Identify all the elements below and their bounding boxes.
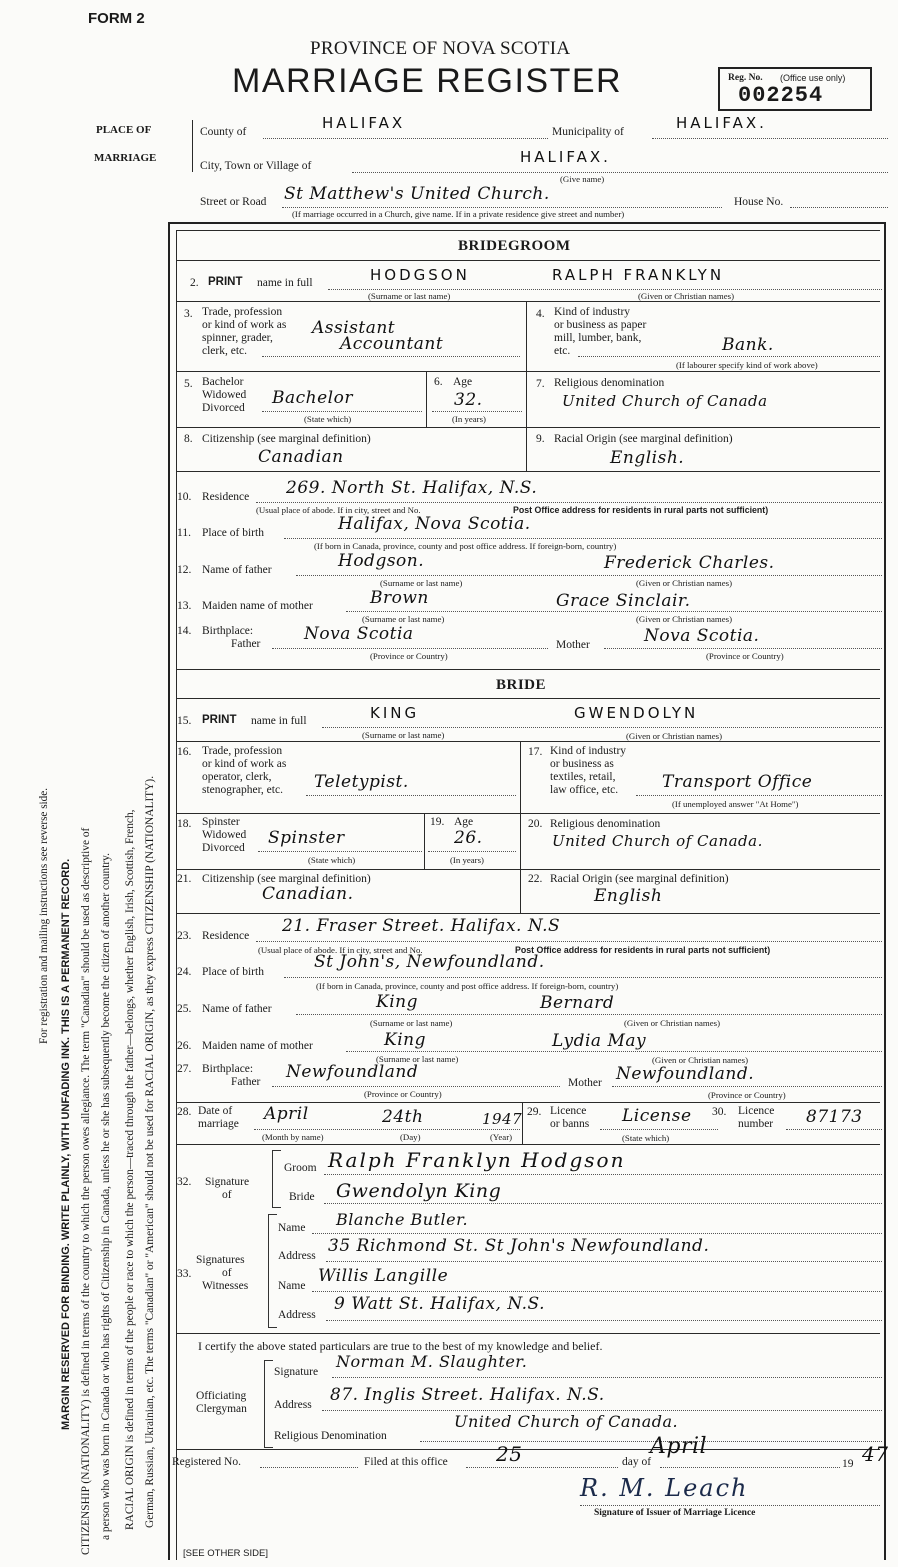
province-title: PROVINCE OF NOVA SCOTIA bbox=[310, 38, 571, 59]
officiating-l2: Clergyman bbox=[196, 1403, 247, 1415]
reg-no-label: Reg. No. bbox=[728, 73, 763, 83]
field-27-num: 27. bbox=[177, 1063, 192, 1075]
bride-mother-given: Lydia May bbox=[552, 1031, 647, 1051]
field-30-num: 30. bbox=[712, 1106, 727, 1118]
groom-age: 32. bbox=[454, 390, 483, 410]
office-use-label: (Office use only) bbox=[780, 73, 846, 83]
mother-prov-caption: (Province or Country) bbox=[706, 651, 784, 661]
margin-citizenship-2: a person who was born in Canada or who has rights of Citizenship in Canada, unless he or she has subsequently become the citizen of another country. bbox=[100, 853, 112, 1540]
field-17-caption: (If unemployed answer "At Home") bbox=[672, 799, 799, 809]
field-15-label: name in full bbox=[251, 715, 307, 727]
year-caption: (Year) bbox=[490, 1132, 513, 1142]
groom-surname: HODGSON bbox=[370, 266, 470, 284]
place-of-label: PLACE OF bbox=[96, 124, 152, 136]
marriage-year: 1947 bbox=[482, 1110, 523, 1128]
marriage-label: MARRIAGE bbox=[94, 152, 157, 164]
field-4-l3: mill, lumber, bank, bbox=[554, 332, 642, 344]
field-10-num: 10. bbox=[177, 491, 192, 503]
field-30-l1: Licence bbox=[738, 1105, 775, 1117]
bride-given-caption: (Given or Christian names) bbox=[626, 731, 723, 741]
field-28-l1: Date of bbox=[198, 1105, 233, 1117]
licence-state-which: (State which) bbox=[622, 1133, 670, 1143]
field-30-l2: number bbox=[738, 1118, 774, 1130]
city-label: City, Town or Village of bbox=[200, 160, 312, 172]
field-17-l2: or business as bbox=[550, 758, 614, 770]
field-32-l2: of bbox=[222, 1189, 232, 1201]
bride-father-birthplace: Newfoundland bbox=[286, 1062, 419, 1082]
field-9-num: 9. bbox=[536, 433, 545, 445]
bride-sig-label: Bride bbox=[289, 1191, 315, 1203]
bride-residence-caption-2: Post Office address for residents in rural parts not sufficient) bbox=[515, 945, 771, 955]
field-26-label: Maiden name of mother bbox=[202, 1040, 313, 1052]
bride-state-which: (State which) bbox=[308, 855, 356, 865]
field-29-l2: or banns bbox=[550, 1118, 590, 1130]
reg-no-value: 002254 bbox=[738, 83, 824, 108]
margin-citizenship-1: CITIZENSHIP (NATIONALITY) is defined in terms of the country to which the person owes allegiance. The term "Canadian" should be used as descriptive of bbox=[80, 827, 92, 1555]
bride-in-years: (In years) bbox=[450, 855, 484, 865]
field-4-caption: (If labourer specify kind of work above) bbox=[676, 360, 818, 370]
house-no-label: House No. bbox=[734, 196, 784, 208]
groom-mother-label: Mother bbox=[556, 639, 590, 651]
day-of-label: day of bbox=[622, 1456, 652, 1468]
groom-father-surname: Hodgson. bbox=[338, 551, 425, 571]
field-27-l2: Father bbox=[231, 1076, 261, 1088]
field-12-num: 12. bbox=[177, 564, 192, 576]
w1-address-label: Address bbox=[278, 1250, 316, 1262]
groom-residence: 269. North St. Halifax, N.S. bbox=[286, 478, 538, 498]
father-surname-caption: (Surname or last name) bbox=[380, 578, 463, 588]
field-16-l3: operator, clerk, bbox=[202, 771, 272, 783]
clergy-signature-label: Signature bbox=[274, 1366, 319, 1378]
bride-trade: Teletypist. bbox=[314, 772, 409, 792]
groom-status: Bachelor bbox=[272, 388, 353, 408]
see-other-side: [SEE OTHER SIDE] bbox=[183, 1548, 268, 1559]
field-18-num: 18. bbox=[177, 818, 192, 830]
field-2-print: PRINT bbox=[208, 276, 243, 288]
field-20-label: Religious denomination bbox=[550, 818, 661, 830]
clergy-address: 87. Inglis Street. Halifax. N.S. bbox=[330, 1385, 605, 1405]
officiating-l1: Officiating bbox=[196, 1390, 247, 1402]
field-23-num: 23. bbox=[177, 930, 192, 942]
father-prov-caption: (Province or Country) bbox=[370, 651, 448, 661]
clergy-signature: Norman M. Slaughter. bbox=[336, 1352, 528, 1371]
witness-2-address: 9 Watt St. Halifax, N.S. bbox=[334, 1294, 545, 1314]
bride-father-given-caption: (Given or Christian names) bbox=[624, 1018, 721, 1028]
bride-birthplace: St John's, Newfoundland. bbox=[314, 952, 545, 972]
field-33-l3: Witnesses bbox=[202, 1280, 249, 1292]
field-12-label: Name of father bbox=[202, 564, 272, 576]
field-4-l2: or business as paper bbox=[554, 319, 647, 331]
county-value: HALIFAX bbox=[322, 114, 406, 132]
field-2-num: 2. bbox=[190, 277, 199, 289]
field-3-num: 3. bbox=[184, 308, 193, 320]
registered-no-label: Registered No. bbox=[172, 1456, 241, 1468]
groom-trade-1: Assistant bbox=[312, 318, 396, 338]
bride-industry: Transport Office bbox=[662, 772, 813, 792]
field-6-num: 6. bbox=[434, 376, 443, 388]
field-4-num: 4. bbox=[536, 308, 545, 320]
mother-surname-caption: (Surname or last name) bbox=[362, 614, 445, 624]
margin-instructions: For registration and mailing instructions see reverse side. bbox=[38, 787, 50, 1044]
bride-mother-surname-caption: (Surname or last name) bbox=[376, 1054, 459, 1064]
clergy-denomination: United Church of Canada. bbox=[454, 1412, 679, 1431]
field-13-label: Maiden name of mother bbox=[202, 600, 313, 612]
groom-in-years: (In years) bbox=[452, 414, 486, 424]
groom-father-given: Frederick Charles. bbox=[604, 553, 775, 573]
bride-given-names: GWENDOLYN bbox=[574, 704, 699, 722]
marriage-month: April bbox=[264, 1104, 309, 1124]
field-8-label: Citizenship (see marginal definition) bbox=[202, 433, 371, 445]
groom-racial-origin: English. bbox=[610, 448, 685, 468]
mother-given-caption: (Given or Christian names) bbox=[636, 614, 733, 624]
groom-mother-birthplace: Nova Scotia. bbox=[644, 626, 760, 646]
field-23-label: Residence bbox=[202, 930, 250, 942]
municipality-label: Municipality of bbox=[552, 126, 624, 138]
groom-father-birthplace: Nova Scotia bbox=[304, 624, 414, 644]
field-16-l2: or kind of work as bbox=[202, 758, 287, 770]
field-26-num: 26. bbox=[177, 1040, 192, 1052]
field-17-l3: textiles, retail, bbox=[550, 771, 616, 783]
field-7-label: Religious denomination bbox=[554, 377, 665, 389]
field-14-l1: Birthplace: bbox=[202, 625, 254, 637]
field-21-num: 21. bbox=[177, 873, 192, 885]
field-17-l1: Kind of industry bbox=[550, 745, 627, 757]
field-11-num: 11. bbox=[177, 527, 191, 539]
bride-signature: Gwendolyn King bbox=[336, 1180, 502, 1202]
field-6-label: Age bbox=[453, 376, 473, 388]
field-3-l3: spinner, grader, bbox=[202, 332, 273, 344]
bridegroom-heading: BRIDEGROOM bbox=[458, 238, 571, 254]
groom-trade-2: Accountant bbox=[340, 334, 444, 354]
field-4-l4: etc. bbox=[554, 345, 571, 357]
field-25-label: Name of father bbox=[202, 1003, 272, 1015]
field-15-print: PRINT bbox=[202, 714, 237, 726]
field-3-l1: Trade, profession bbox=[202, 306, 283, 318]
field-17-num: 17. bbox=[528, 746, 543, 758]
field-33-l1: Signatures bbox=[196, 1254, 245, 1266]
field-11-label: Place of birth bbox=[202, 527, 264, 539]
field-29-num: 29. bbox=[527, 1106, 542, 1118]
margin-binding-notice: MARGIN RESERVED FOR BINDING. WRITE PLAINLY, WITH UNFADING INK. THIS IS A PERMANENT RECORD. bbox=[60, 858, 72, 1430]
field-32-num: 32. bbox=[177, 1176, 192, 1188]
field-9-label: Racial Origin (see marginal definition) bbox=[554, 433, 733, 445]
field-20-num: 20. bbox=[528, 818, 543, 830]
field-32-l1: Signature bbox=[205, 1176, 250, 1188]
field-22-label: Racial Origin (see marginal definition) bbox=[550, 873, 729, 885]
field-4-l1: Kind of industry bbox=[554, 306, 631, 318]
field-33-num: 33. bbox=[177, 1268, 192, 1280]
bride-mother-prov-caption: (Province or Country) bbox=[708, 1090, 786, 1100]
field-27-l1: Birthplace: bbox=[202, 1063, 254, 1075]
reg-no-box bbox=[718, 67, 872, 111]
margin-racial-1: RACIAL ORIGIN is defined in terms of the people or race to which the person—traced through the father—belongs, whether English, Irish, Scottish, French, bbox=[124, 809, 136, 1530]
field-33-l2: of bbox=[222, 1267, 232, 1279]
bride-religion: United Church of Canada. bbox=[552, 832, 763, 850]
groom-mother-surname: Brown bbox=[370, 588, 429, 608]
county-label: County of bbox=[200, 126, 247, 138]
bride-residence-caption-1: (Usual place of abode. If in city, street and No. bbox=[258, 945, 423, 955]
field-10-label: Residence bbox=[202, 491, 250, 503]
field-14-l2: Father bbox=[231, 638, 261, 650]
bride-mother-label: Mother bbox=[568, 1077, 602, 1089]
groom-mother-given: Grace Sinclair. bbox=[556, 591, 691, 611]
field-19-num: 19. bbox=[430, 816, 445, 828]
bride-father-surname: King bbox=[376, 992, 418, 1012]
groom-religion: United Church of Canada bbox=[562, 392, 768, 410]
residence-caption-2: Post Office address for residents in rural parts not sufficient) bbox=[513, 505, 769, 515]
bride-father-given: Bernard bbox=[540, 993, 615, 1013]
groom-given-names: RALPH FRANKLYN bbox=[552, 266, 725, 284]
licence-or-banns: License bbox=[622, 1106, 692, 1126]
groom-sig-label: Groom bbox=[284, 1162, 317, 1174]
bride-mother-surname: King bbox=[384, 1030, 426, 1050]
bride-age: 26. bbox=[454, 828, 483, 848]
bride-father-prov-caption: (Province or Country) bbox=[364, 1089, 442, 1099]
certify-statement: I certify the above stated particulars are true to the best of my knowledge and belief. bbox=[198, 1339, 603, 1353]
field-24-label: Place of birth bbox=[202, 966, 264, 978]
filed-day: 25 bbox=[496, 1442, 523, 1466]
margin-racial-2: German, Russian, Ukrainian, etc. The terms "Canadian" or "American" should not be used for RACIAL ORIGIN, as they express CITIZENSHIP (NATIONALITY). bbox=[144, 775, 156, 1528]
form-number: FORM 2 bbox=[88, 10, 145, 27]
field-5-l3: Divorced bbox=[202, 402, 245, 414]
bride-surname-caption: (Surname or last name) bbox=[362, 730, 445, 740]
street-label: Street or Road bbox=[200, 196, 267, 208]
field-18-l3: Divorced bbox=[202, 842, 245, 854]
birthplace-caption: (If born in Canada, province, county and post office address. If foreign-born, country) bbox=[314, 541, 617, 551]
field-13-num: 13. bbox=[177, 600, 192, 612]
field-5-num: 5. bbox=[184, 378, 193, 390]
street-value: St Matthew's United Church. bbox=[284, 184, 550, 204]
witness-1-address: 35 Richmond St. St John's Newfoundland. bbox=[328, 1236, 710, 1256]
marriage-day: 24th bbox=[382, 1107, 424, 1127]
field-7-num: 7. bbox=[536, 378, 545, 390]
field-25-num: 25. bbox=[177, 1003, 192, 1015]
field-19-label: Age bbox=[454, 816, 474, 828]
groom-industry: Bank. bbox=[722, 335, 774, 355]
field-8-num: 8. bbox=[184, 433, 193, 445]
field-14-num: 14. bbox=[177, 625, 192, 637]
groom-surname-caption: (Surname or last name) bbox=[368, 291, 451, 301]
filed-year-prefix: 19 bbox=[842, 1458, 854, 1470]
bride-surname: KING bbox=[370, 704, 420, 722]
field-22-num: 22. bbox=[528, 873, 543, 885]
field-16-l1: Trade, profession bbox=[202, 745, 283, 757]
field-17-l4: law office, etc. bbox=[550, 784, 619, 796]
field-21-label: Citizenship (see marginal definition) bbox=[202, 873, 371, 885]
give-name-caption: (Give name) bbox=[560, 174, 605, 184]
groom-state-which: (State which) bbox=[304, 414, 352, 424]
city-value: HALIFAX. bbox=[520, 148, 611, 166]
groom-birthplace: Halifax, Nova Scotia. bbox=[338, 514, 531, 534]
w2-address-label: Address bbox=[278, 1309, 316, 1321]
field-2-label: name in full bbox=[257, 277, 313, 289]
field-16-num: 16. bbox=[177, 746, 192, 758]
field-28-l2: marriage bbox=[198, 1118, 239, 1130]
municipality-value: HALIFAX. bbox=[676, 114, 767, 132]
field-3-l2: or kind of work as bbox=[202, 319, 287, 331]
field-5-l2: Widowed bbox=[202, 389, 247, 401]
w1-name-label: Name bbox=[278, 1222, 306, 1234]
filed-month: April bbox=[650, 1434, 708, 1459]
month-caption: (Month by name) bbox=[262, 1132, 324, 1142]
field-28-num: 28. bbox=[177, 1106, 192, 1118]
field-16-l4: stenographer, etc. bbox=[202, 784, 283, 796]
witness-2-name: Willis Langille bbox=[318, 1266, 449, 1286]
street-note: (If marriage occurred in a Church, give name. If in a private residence give street and number) bbox=[292, 209, 625, 219]
bride-citizenship: Canadian. bbox=[262, 884, 354, 904]
witness-1-name: Blanche Butler. bbox=[336, 1210, 469, 1229]
field-15-num: 15. bbox=[177, 715, 192, 727]
bride-father-surname-caption: (Surname or last name) bbox=[370, 1018, 453, 1028]
day-caption: (Day) bbox=[400, 1132, 421, 1142]
groom-given-caption: (Given or Christian names) bbox=[638, 291, 735, 301]
field-18-l2: Widowed bbox=[202, 829, 247, 841]
bride-residence: 21. Fraser Street. Halifax. N.S bbox=[282, 916, 561, 936]
clergy-address-label: Address bbox=[274, 1399, 312, 1411]
bride-birthplace-caption: (If born in Canada, province, county and post office address. If foreign-born, country) bbox=[316, 981, 619, 991]
licence-number: 87173 bbox=[806, 1107, 863, 1127]
field-29-l1: Licence bbox=[550, 1105, 587, 1117]
father-given-caption: (Given or Christian names) bbox=[636, 578, 733, 588]
field-5-l1: Bachelor bbox=[202, 376, 244, 388]
w2-name-label: Name bbox=[278, 1280, 306, 1292]
bride-mother-birthplace: Newfoundland. bbox=[616, 1064, 755, 1084]
groom-citizenship: Canadian bbox=[258, 447, 344, 467]
field-24-num: 24. bbox=[177, 966, 192, 978]
issuer-signature: R. M. Leach bbox=[580, 1474, 749, 1502]
issuer-caption: Signature of Issuer of Marriage Licence bbox=[594, 1508, 756, 1518]
bride-status: Spinster bbox=[268, 828, 345, 848]
bride-racial-origin: English bbox=[594, 886, 663, 906]
residence-caption-1: (Usual place of abode. If in city, street and No. bbox=[256, 505, 421, 515]
page-title: MARRIAGE REGISTER bbox=[232, 62, 623, 100]
bride-heading: BRIDE bbox=[496, 677, 547, 693]
field-3-l4: clerk, etc. bbox=[202, 345, 248, 357]
bride-mother-given-caption: (Given or Christian names) bbox=[652, 1055, 749, 1065]
clergy-denomination-label: Religious Denomination bbox=[274, 1430, 387, 1442]
filed-year: 47 bbox=[862, 1442, 889, 1466]
groom-signature: Ralph Franklyn Hodgson bbox=[328, 1148, 626, 1172]
field-18-l1: Spinster bbox=[202, 816, 240, 828]
filed-label: Filed at this office bbox=[364, 1456, 448, 1468]
